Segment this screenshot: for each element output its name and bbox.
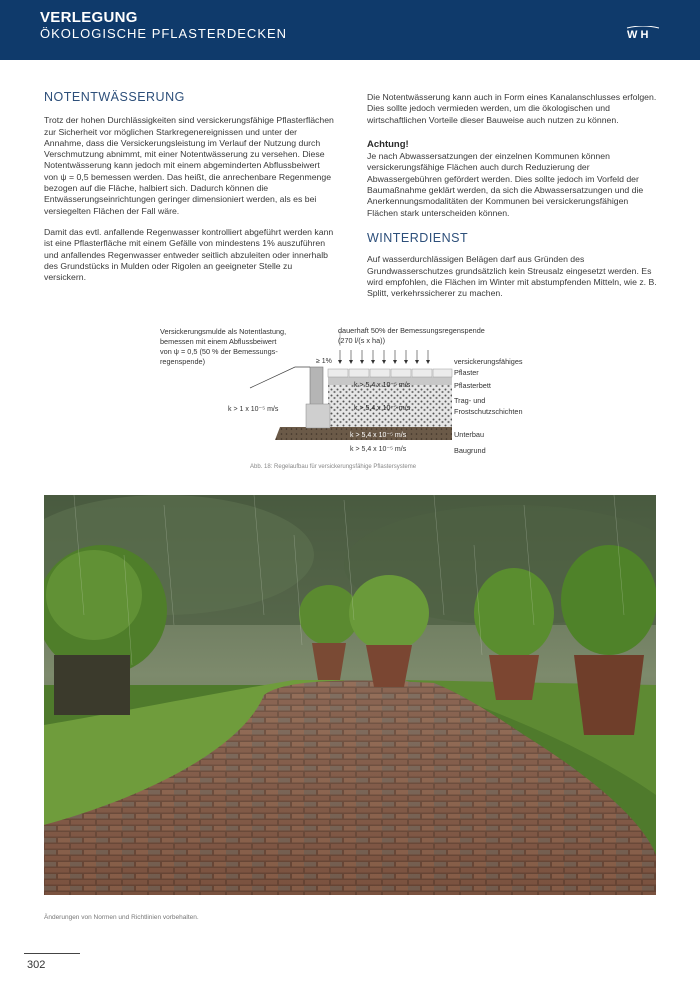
paving-label-1: versickerungsfähiges [454, 357, 523, 366]
paving-label-2: Pflaster [454, 368, 479, 377]
paragraph: Trotz der hohen Durchlässigkeiten sind versickerungsfähige Pflasterflächen zur Sicherheit vor möglichen Starkregenereignissen und unter der Annahme, dass die Versickerungsleistung im Verlauf der Nutzung durch Verschmutzung abnimmt, mit einer Notentwässerung zu versehen. Diese Notentwässerung kann jedoch mit einem abgeminderten Abflussbeiwert von ψ = 0,5 bemessen werden. Das heißt, die anrechenbare Regenmenge bezogen auf die Fläche, halbiert sich. Dadurch können die Entwässerungseinrichtungen geringer dimensioniert werden, als es bei versiegelten Flächen der Fall wäre. [44, 115, 334, 216]
cross-section-diagram [150, 322, 550, 462]
bedding-label: Pflasterbett [454, 381, 491, 390]
curb-stone [310, 367, 323, 409]
swale-label-2: bemessen mit einem Abflussbeiwert [160, 337, 277, 346]
swale-label-1: Versickerungsmulde als Notentlastung, [160, 327, 287, 336]
footnote: Änderungen von Normen und Richtlinien vorbehalten. [44, 914, 199, 921]
base-label-2: Frostschutzschichten [454, 407, 523, 416]
kf-subbase-label: k > 5,4 x 10⁻⁵ m/s [350, 432, 407, 439]
left-column [44, 92, 334, 293]
rain-label-2: (270 l/(s x ha)) [338, 336, 386, 345]
page-number: 302 [27, 959, 46, 971]
figure-caption: Abb. 18: Regelaufbau für versickerungsfähige Pflastersysteme [250, 464, 417, 470]
right-column [367, 92, 657, 309]
header-subtitle: ÖKOLOGISCHE PFLASTERDECKEN [40, 26, 288, 41]
paragraph: Die Notentwässerung kann auch in Form eines Kanalanschlusses erfolgen. Dies sollte jedoch vermieden werden, um die ökologischen und wirtschaftlichen Vorteile dieser Bauweise auch nutzen zu können. [367, 92, 657, 125]
swale-label-3: von ψ = 0,5 (50 % der Bemessungs- [160, 347, 278, 356]
paragraph: Auf wasserdurchlässigen Belägen darf aus Gründen des Grundwasserschutzes grundsätzlich kein Streusalz eingesetzt werden. Es wird empfohlen, die Flächen im Winter mit abstumpfenden Mitteln, wie z. B. Splitt, verkehrssicherer zu machen. [367, 254, 657, 299]
kf-base-label: k > 5,4 x 10⁻⁵ m/s [354, 405, 411, 412]
company-logo-icon [626, 26, 660, 42]
kf-bedding-label: k > 5,4 x 10⁻⁵ m/s [354, 382, 411, 389]
swale-label-4: regenspende) [160, 357, 206, 366]
subbase-label: Unterbau [454, 430, 485, 439]
header-title: VERLEGUNG [40, 9, 138, 26]
rain-label-1: dauerhaft 50% der Bemessungsregenspende [338, 326, 485, 335]
footer-rule [24, 953, 80, 954]
section-heading-winterdienst: WINTERDIENST [367, 230, 469, 245]
paving-blocks [328, 369, 452, 377]
kf-ground-label: k > 1 x 10⁻⁵ m/s [228, 406, 279, 413]
slope-label: ≥ 1% [316, 358, 332, 365]
swale-line [250, 367, 310, 388]
page-header [0, 0, 700, 60]
subgrade-label: Baugrund [454, 446, 486, 455]
curb-foundation [306, 404, 330, 428]
attention-text: Je nach Abwassersatzungen der einzelnen Kommunen können versickerungsfähige Flächen auch durch Reduzierung der Abwassergebühren gefördert werden. Dies sollte jedoch im Vorfeld der Baumaßnahme geklärt werden, da sich die Abwassersatzungen und die Anerkennungsmodalitäten der Kommunen bei versickerungsfähigen Flächen stark unterscheiden können. [367, 151, 644, 218]
attention-heading: Achtung! [367, 138, 409, 150]
garden-path-photo [44, 495, 656, 895]
kf-subgrade-label: k > 5,4 x 10⁻⁵ m/s [350, 446, 407, 453]
paragraph: Damit das evtl. anfallende Regenwasser kontrolliert abgeführt werden kann ist eine Pflasterfläche mit einem Gefälle von mindestens 1% auszuführen und anfallendes Regenwasser entweder seitlich abzuleiten oder innerhalb des Grundstücks in Mulden oder Rigolen an geeigneter Stelle zu versickern. [44, 226, 334, 283]
section-heading-notentwaesserung: NOTENTWÄSSERUNG [44, 90, 185, 104]
base-label-1: Trag- und [454, 396, 486, 405]
logo-text: W H [627, 29, 649, 41]
